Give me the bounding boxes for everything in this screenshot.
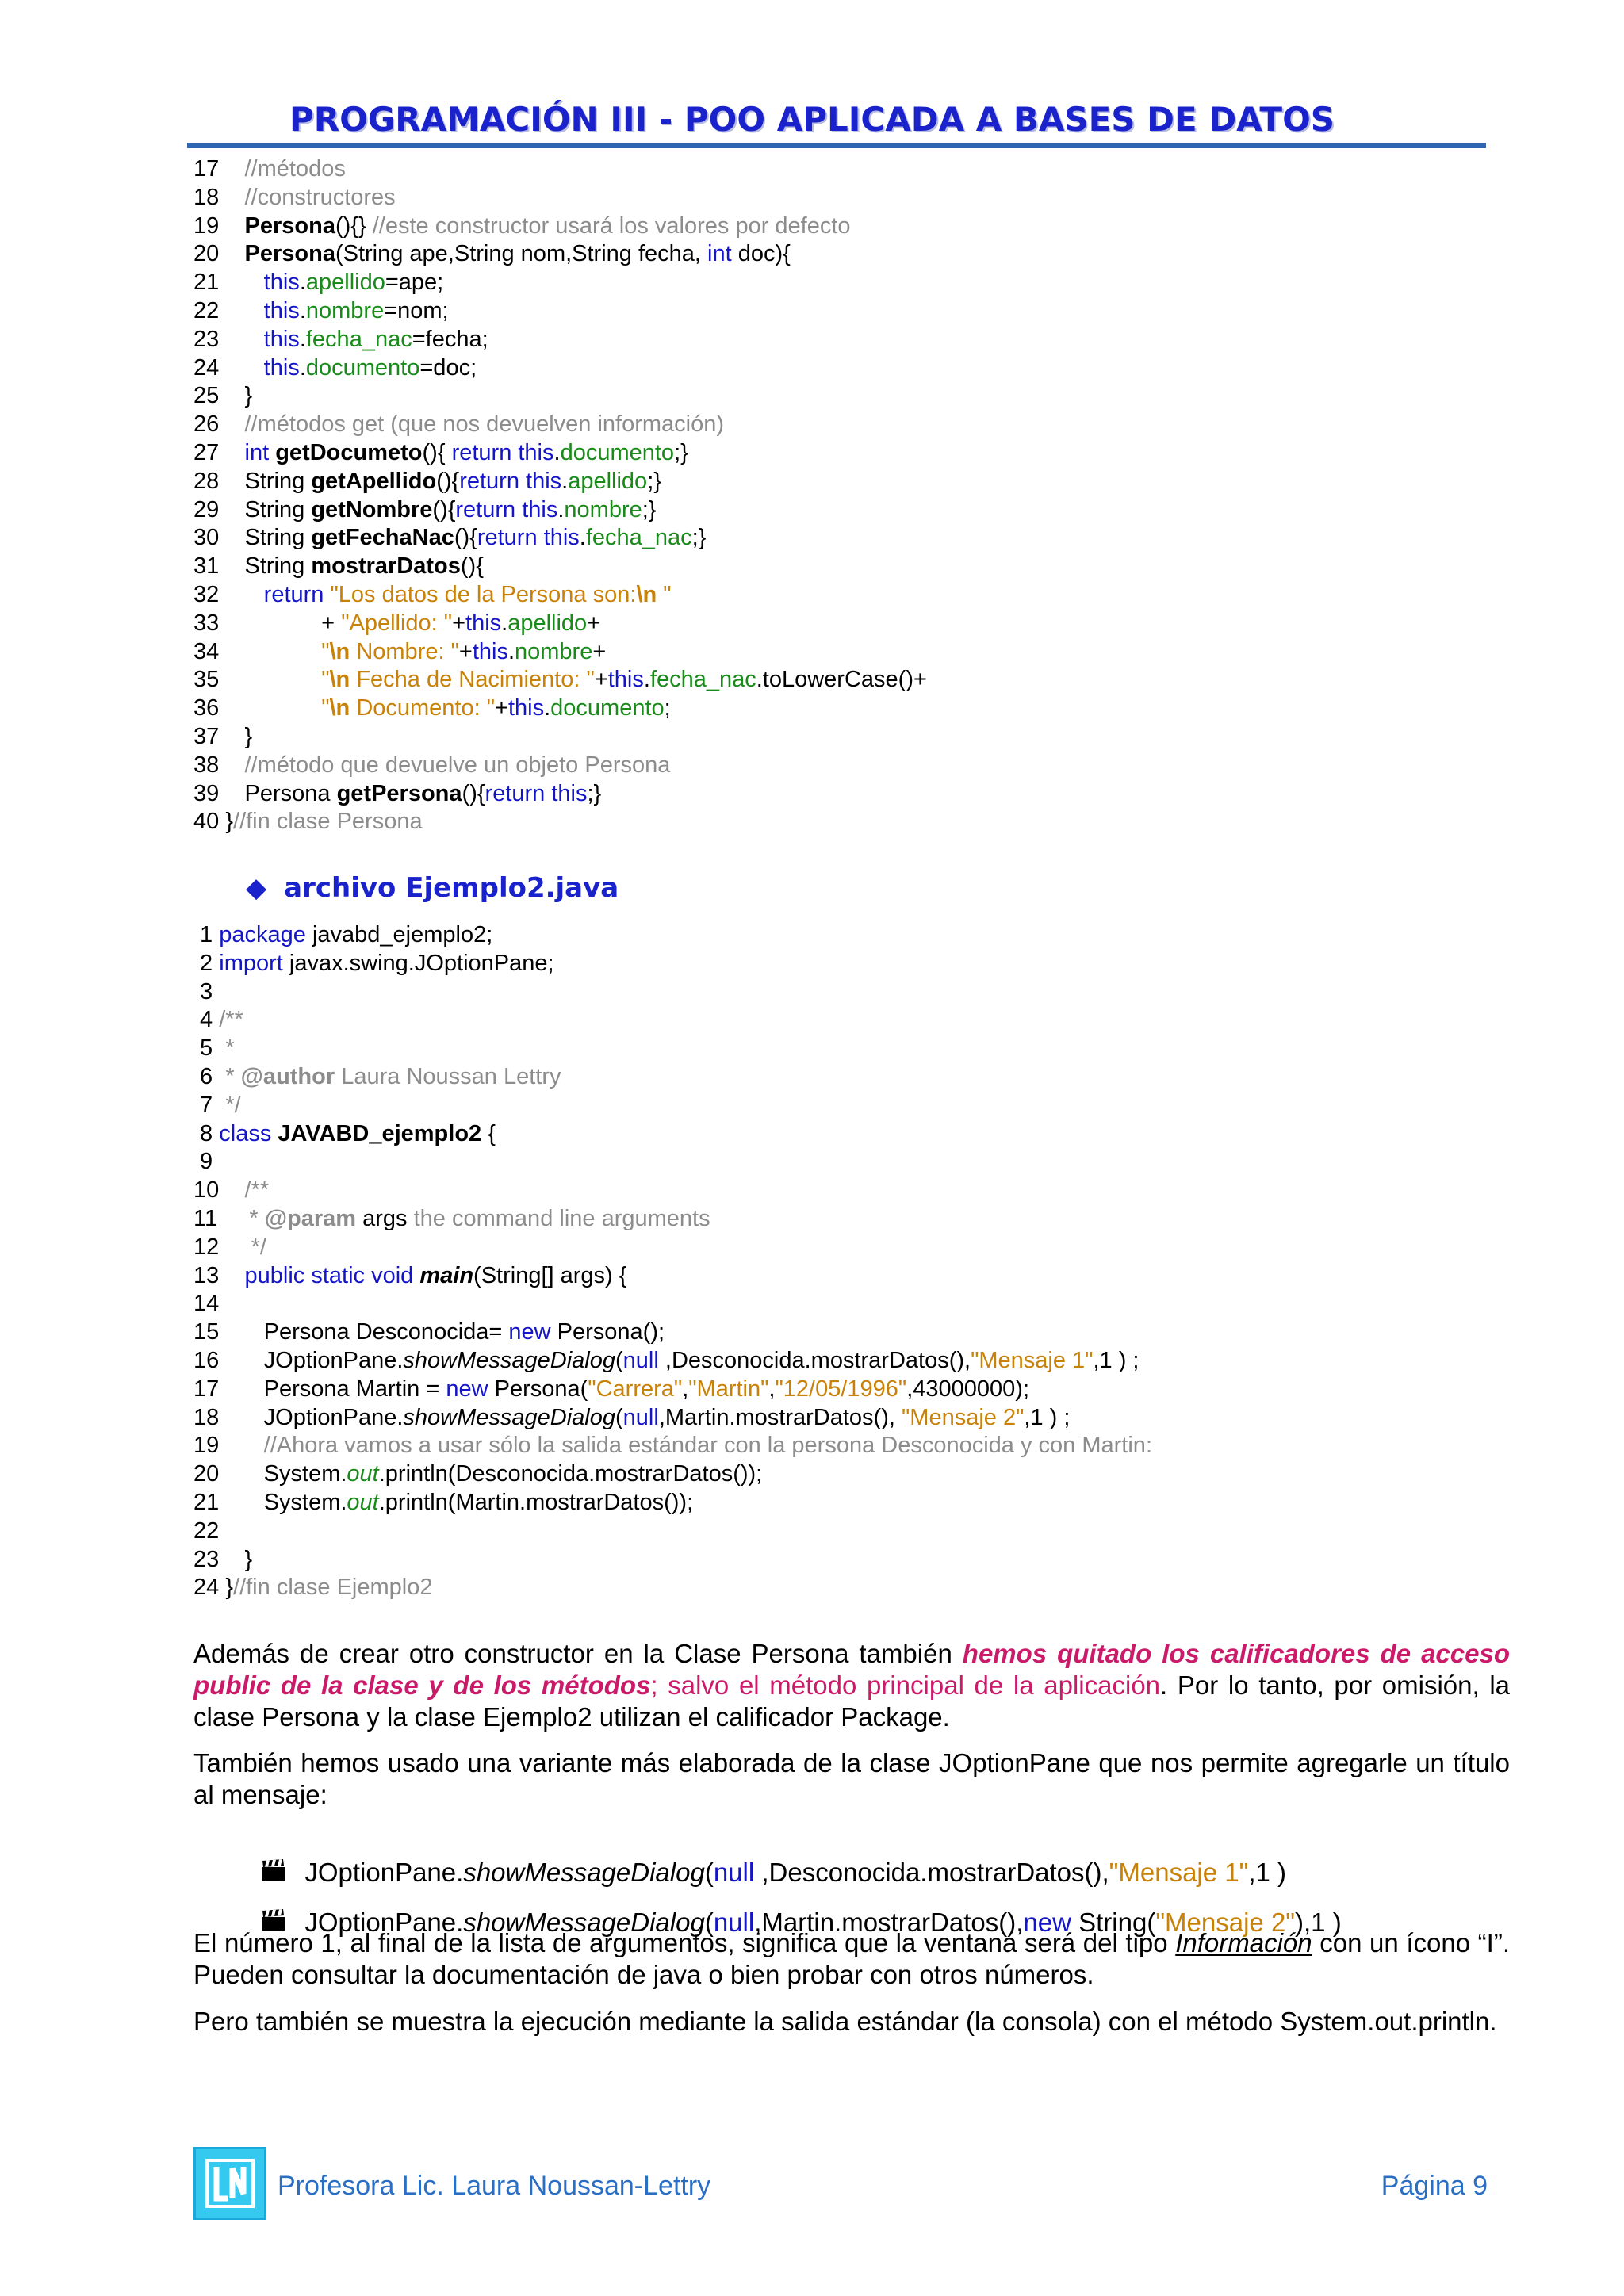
author-logo	[193, 2147, 266, 2220]
code-line	[193, 1290, 1502, 1318]
line-number: 2	[193, 950, 213, 976]
code-line	[193, 1376, 1502, 1404]
code-line	[193, 950, 1502, 978]
code-line	[193, 752, 1502, 780]
line-number: 24	[193, 1575, 220, 1601]
code-line	[193, 269, 1502, 297]
line-number: 6	[193, 1063, 213, 1089]
code-text: this.apellido=ape;	[263, 270, 444, 296]
bullet-text-2: JOptionPane.showMessageDialog(null,Martin.mostrarDatos(),new String("Mensaje 2"),1 )	[304, 1908, 1342, 1937]
paragraph-2: También hemos usado una variante más elaborada de la clase JOptionPane que nos permite agregarle un título al mensaje:	[193, 1748, 1510, 1809]
code-line	[193, 1489, 1502, 1517]
line-number: 10	[193, 1177, 220, 1203]
section-heading	[246, 872, 619, 904]
code-line	[193, 1006, 1502, 1035]
code-text: */	[225, 1092, 241, 1118]
code-line	[193, 1177, 1502, 1205]
code-text: Persona Desconocida= new Persona();	[219, 1319, 665, 1345]
code-line	[193, 468, 1502, 496]
footer-page-number: Página 9	[1381, 2171, 1488, 2201]
code-text: //constructores	[244, 184, 396, 210]
code-text: this.fecha_nac=fecha;	[263, 326, 488, 352]
code-line	[193, 184, 1502, 212]
code-line	[193, 411, 1502, 439]
code-text: //Ahora vamos a usar sólo la salida estándar con la persona Desconocida y con Martin:	[263, 1433, 1152, 1459]
code-line	[193, 553, 1502, 581]
line-number: 8	[193, 1120, 213, 1146]
code-text: String getApellido(){return this.apellido;}	[219, 468, 661, 494]
line-number: 35	[193, 667, 220, 693]
code-text: //método que devuelve un objeto Persona	[244, 752, 671, 778]
code-line	[193, 1262, 1502, 1291]
code-line	[193, 326, 1502, 354]
code-text: import javax.swing.JOptionPane;	[219, 950, 554, 976]
code-line	[193, 1234, 1502, 1262]
code-line	[193, 638, 1502, 667]
line-number: 37	[193, 723, 220, 749]
code-text: }	[219, 383, 253, 409]
code-line	[193, 1517, 1502, 1546]
paragraph-3: El número 1, al final de la lista de argumentos, significa que la ventana será del tipo Información con un ícono “I”. Pueden consultar la documentación de java o bien probar con otros números.	[193, 1928, 1510, 1989]
line-number: 13	[193, 1262, 220, 1288]
line-number: 36	[193, 695, 220, 721]
bullet-text-1: JOptionPane.showMessageDialog(null ,Desconocida.mostrarDatos(),"Mensaje 1",1 )	[304, 1858, 1287, 1887]
line-number: 21	[193, 270, 220, 296]
line-number: 3	[193, 978, 213, 1004]
line-number: 1	[193, 922, 213, 947]
code-line	[193, 1205, 1502, 1234]
code-text: this.documento=doc;	[263, 354, 477, 381]
section-title: archivo Ejemplo2.java	[284, 872, 619, 904]
line-number: 15	[193, 1319, 220, 1345]
code-text: * @param args the command line arguments	[249, 1205, 710, 1231]
line-number: 39	[193, 780, 220, 806]
line-number: 12	[193, 1234, 220, 1260]
line-number: 20	[193, 241, 220, 267]
page-header-title: PROGRAMACIÓN III - POO APLICADA A BASES DE DATOS	[289, 100, 1335, 139]
code-line	[193, 1148, 1502, 1177]
code-line	[193, 581, 1502, 610]
code-text: System.out.println(Martin.mostrarDatos());	[219, 1489, 694, 1515]
line-number: 26	[193, 411, 220, 438]
code-text: + "Apellido: "+this.apellido+	[219, 610, 601, 636]
line-number: 4	[193, 1007, 213, 1033]
code-block-ejemplo2	[193, 921, 1502, 1602]
line-number: 22	[193, 297, 220, 323]
code-text: String getNombre(){return this.nombre;}	[219, 496, 657, 522]
line-number: 31	[193, 553, 220, 580]
code-line	[193, 382, 1502, 411]
code-text: package javabd_ejemplo2;	[219, 922, 493, 947]
code-line	[193, 297, 1502, 326]
code-text: String getFechaNac(){return this.fecha_nac;}	[219, 525, 707, 551]
code-text: JOptionPane.showMessageDialog(null ,Desconocida.mostrarDatos(),"Mensaje 1",1 ) ;	[219, 1347, 1139, 1373]
code-text: Persona Martin = new Persona("Carrera","Martin","12/05/1996",43000000);	[219, 1376, 1030, 1402]
code-text: }	[219, 1546, 253, 1572]
code-line	[193, 1404, 1502, 1433]
code-line	[193, 808, 1502, 836]
code-line	[193, 212, 1502, 241]
line-number: 18	[193, 1404, 220, 1430]
code-text: * @author Laura Noussan Lettry	[225, 1063, 561, 1089]
code-text: String mostrarDatos(){	[219, 553, 484, 580]
header-rule	[187, 143, 1486, 148]
code-text: }	[219, 723, 253, 749]
code-line	[193, 1318, 1502, 1347]
code-text: }//fin clase Persona	[219, 809, 423, 835]
code-line	[193, 610, 1502, 638]
code-text: }//fin clase Ejemplo2	[219, 1575, 433, 1601]
line-number: 28	[193, 468, 220, 494]
code-text: class JAVABD_ejemplo2 {	[219, 1120, 496, 1146]
line-number: 17	[193, 156, 220, 182]
code-text: public static void main(String[] args) {	[244, 1262, 627, 1288]
code-text: *	[225, 1035, 235, 1062]
code-text: return "Los datos de la Persona son:\n "	[263, 581, 672, 607]
line-number: 33	[193, 610, 220, 636]
code-line	[193, 1347, 1502, 1376]
code-line	[193, 780, 1502, 809]
code-line	[193, 695, 1502, 723]
line-number: 29	[193, 496, 220, 522]
code-line	[193, 1432, 1502, 1460]
line-number: 18	[193, 184, 220, 210]
line-number: 21	[193, 1489, 220, 1515]
line-number: 5	[193, 1035, 213, 1062]
code-text: Persona getPersona(){return this;}	[219, 780, 602, 806]
code-line	[193, 723, 1502, 752]
line-number: 9	[193, 1149, 213, 1175]
code-line	[193, 1460, 1502, 1489]
line-number: 16	[193, 1347, 220, 1373]
line-number: 17	[193, 1376, 220, 1402]
code-text: System.out.println(Desconocida.mostrarDatos());	[219, 1461, 763, 1487]
code-line	[193, 1546, 1502, 1575]
code-line	[193, 921, 1502, 950]
line-number: 25	[193, 383, 220, 409]
code-text: /**	[244, 1177, 270, 1203]
paragraph-4: Pero también se muestra la ejecución mediante la salida estándar (la consola) con el método System.out.println.	[193, 2007, 1497, 2036]
line-number: 20	[193, 1461, 220, 1487]
code-text: */	[251, 1234, 266, 1260]
line-number: 27	[193, 439, 220, 465]
code-text: this.nombre=nom;	[263, 297, 449, 323]
line-number: 19	[193, 212, 220, 239]
footer-author: Profesora Lic. Laura Noussan-Lettry	[278, 2171, 711, 2201]
line-number: 14	[193, 1291, 220, 1317]
line-number: 7	[193, 1092, 213, 1118]
line-number: 11	[193, 1205, 218, 1231]
code-line	[193, 155, 1502, 184]
code-text: Persona(){} //este constructor usará los valores por defecto	[244, 212, 851, 239]
line-number: 24	[193, 354, 220, 381]
code-text: "\n Fecha de Nacimiento: "+this.fecha_nac.toLowerCase()+	[321, 667, 927, 693]
code-block-persona	[193, 155, 1502, 836]
code-line	[193, 1092, 1502, 1120]
code-line	[193, 496, 1502, 525]
line-number: 34	[193, 638, 220, 664]
code-line	[193, 240, 1502, 269]
code-text: "\n Nombre: "+this.nombre+	[321, 638, 607, 664]
code-text: "\n Documento: "+this.documento;	[321, 695, 671, 721]
line-number: 40	[193, 809, 220, 835]
code-line	[193, 1063, 1502, 1092]
code-line	[193, 666, 1502, 695]
code-text: Persona(String ape,String nom,String fecha, int doc){	[244, 241, 791, 267]
code-line	[193, 1120, 1502, 1149]
line-number: 30	[193, 525, 220, 551]
code-text: JOptionPane.showMessageDialog(null,Martin.mostrarDatos(), "Mensaje 2",1 ) ;	[219, 1404, 1071, 1430]
code-text: /**	[219, 1007, 243, 1033]
code-line	[193, 354, 1502, 383]
code-text: //métodos	[244, 156, 346, 182]
code-text: int getDocumeto(){ return this.documento;}	[244, 439, 688, 465]
line-number: 32	[193, 581, 220, 607]
line-number: 22	[193, 1517, 220, 1544]
code-line	[193, 1035, 1502, 1063]
paragraph-1: Además de crear otro constructor en la Clase Persona también hemos quitado los calificadores de acceso public de la clase y de los métodos; salvo el método principal de la aplicación. Por lo tanto, por omisión, la clase Persona y la clase Ejemplo2 utilizan el calificador Package.	[193, 1639, 1510, 1732]
code-line	[193, 1574, 1502, 1602]
code-text: //métodos get (que nos devuelven información)	[244, 411, 725, 438]
diamond-bullet-icon: ◆	[246, 872, 267, 904]
line-number: 23	[193, 326, 220, 352]
code-line	[193, 439, 1502, 468]
code-line	[193, 978, 1502, 1007]
line-number: 19	[193, 1433, 220, 1459]
line-number: 38	[193, 752, 220, 778]
line-number: 23	[193, 1546, 220, 1572]
code-line	[193, 524, 1502, 553]
